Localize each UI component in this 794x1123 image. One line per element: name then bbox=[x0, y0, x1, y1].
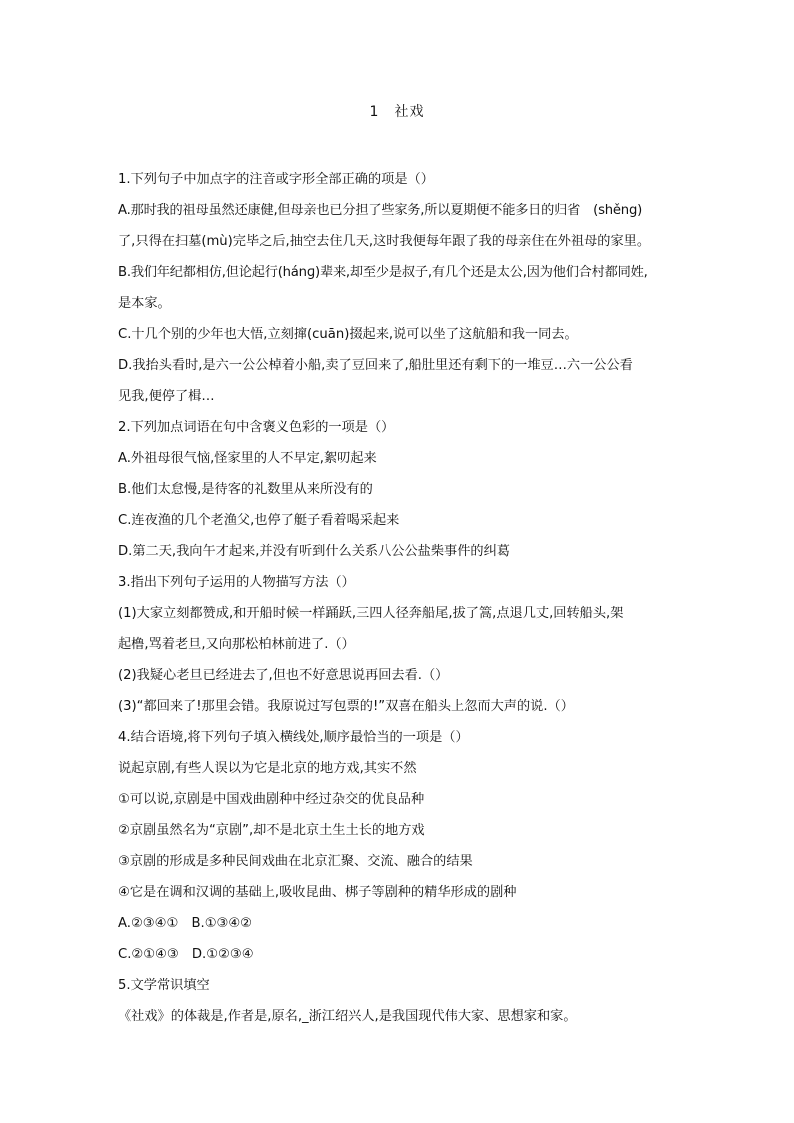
question-3-stem: 3.指出下列句子运用的人物描写方法（） bbox=[118, 575, 355, 590]
question-1-option-d-line-2: 见我,便停了楫… bbox=[118, 389, 215, 404]
exercise-content bbox=[118, 164, 678, 1032]
question-2-option-b: B.他们太怠慢,是待客的礼数里从来所没有的 bbox=[118, 482, 373, 497]
question-2-stem: 2.下列加点词语在句中含褒义色彩的一项是（） bbox=[118, 420, 395, 435]
question-4-sentence-1: ①可以说,京剧是中国戏曲剧种中经过杂交的优良品种 bbox=[118, 792, 425, 807]
question-2-option-d: D.第二天,我向午才起来,并没有听到什么关系八公公盐柴事件的纠葛 bbox=[118, 544, 510, 559]
question-3-item-3: (3)“都回来了!那里会错。我原说过写包票的!”双喜在船头上忽而大声的说.（） bbox=[118, 699, 574, 714]
question-4-stem: 4.结合语境,将下列句子填入横线处,顺序最恰当的一项是（） bbox=[118, 730, 469, 745]
question-1-stem: 1.下列句子中加点字的注音或字形全部正确的项是（） bbox=[118, 172, 434, 187]
question-4-sentence-3: ③京剧的形成是多种民间戏曲在北京汇聚、交流、融合的结果 bbox=[118, 854, 473, 869]
question-3-item-1-line-1: (1)大家立刻都赞成,和开船时候一样踊跃,三四人径奔船尾,拔了篙,点退几丈,回转船头,架 bbox=[118, 606, 624, 621]
question-5-fill-blank: 《社戏》的体裁是,作者是,原名,_浙江绍兴人,是我国现代伟大家、思想家和家。 bbox=[118, 1009, 577, 1024]
question-4-context: 说起京剧,有些人误以为它是北京的地方戏,其实不然 bbox=[118, 761, 417, 776]
question-4-options-ab: A.②③④① B.①③④② bbox=[118, 916, 252, 931]
question-1-option-b-line-1: B.我们年纪都相仿,但论起行(hánɡ)辈来,却至少是叔子,有几个还是太公,因为他们合村都同姓, bbox=[118, 265, 648, 280]
question-1-option-d-line-1: D.我抬头看时,是六一公公棹着小船,卖了豆回来了,船肚里还有剩下的一堆豆…六一公公看 bbox=[118, 358, 633, 373]
question-3-item-1-line-2: 起橹,骂着老旦,又向那松柏林前进了.（） bbox=[118, 637, 355, 652]
question-1-option-c: C.十几个别的少年也大悟,立刻撺(cuān)掇起来,说可以坐了这航船和我一同去。 bbox=[118, 327, 578, 342]
question-4-sentence-2: ②京剧虽然名为“京剧”,却不是北京土生土长的地方戏 bbox=[118, 823, 425, 838]
page-title: 1 社戏 bbox=[369, 104, 425, 120]
question-4-options-cd: C.②①④③ D.①②③④ bbox=[118, 947, 254, 962]
question-1-option-a-line-1: A.那时我的祖母虽然还康健,但母亲也已分担了些家务,所以夏期便不能多日的归省 (shěng) bbox=[118, 203, 643, 218]
question-4-sentence-4: ④它是在调和汉调的基础上,吸收昆曲、梆子等剧种的精华形成的剧种 bbox=[118, 885, 517, 900]
question-3-item-2: (2)我疑心老旦已经进去了,但也不好意思说再回去看.（） bbox=[118, 668, 449, 683]
question-5-stem: 5.文学常识填空 bbox=[118, 978, 210, 993]
question-2-option-c: C.连夜渔的几个老渔父,也停了艇子看着喝采起来 bbox=[118, 513, 400, 528]
question-1-option-a-line-2: 了,只得在扫墓(mù)完毕之后,抽空去住几天,这时我便每年跟了我的母亲住在外祖母的家里。 bbox=[118, 234, 651, 249]
question-1-option-b-line-2: 是本家。 bbox=[118, 296, 171, 311]
question-2-option-a: A.外祖母很气恼,怪家里的人不早定,絮叨起来 bbox=[118, 451, 377, 466]
